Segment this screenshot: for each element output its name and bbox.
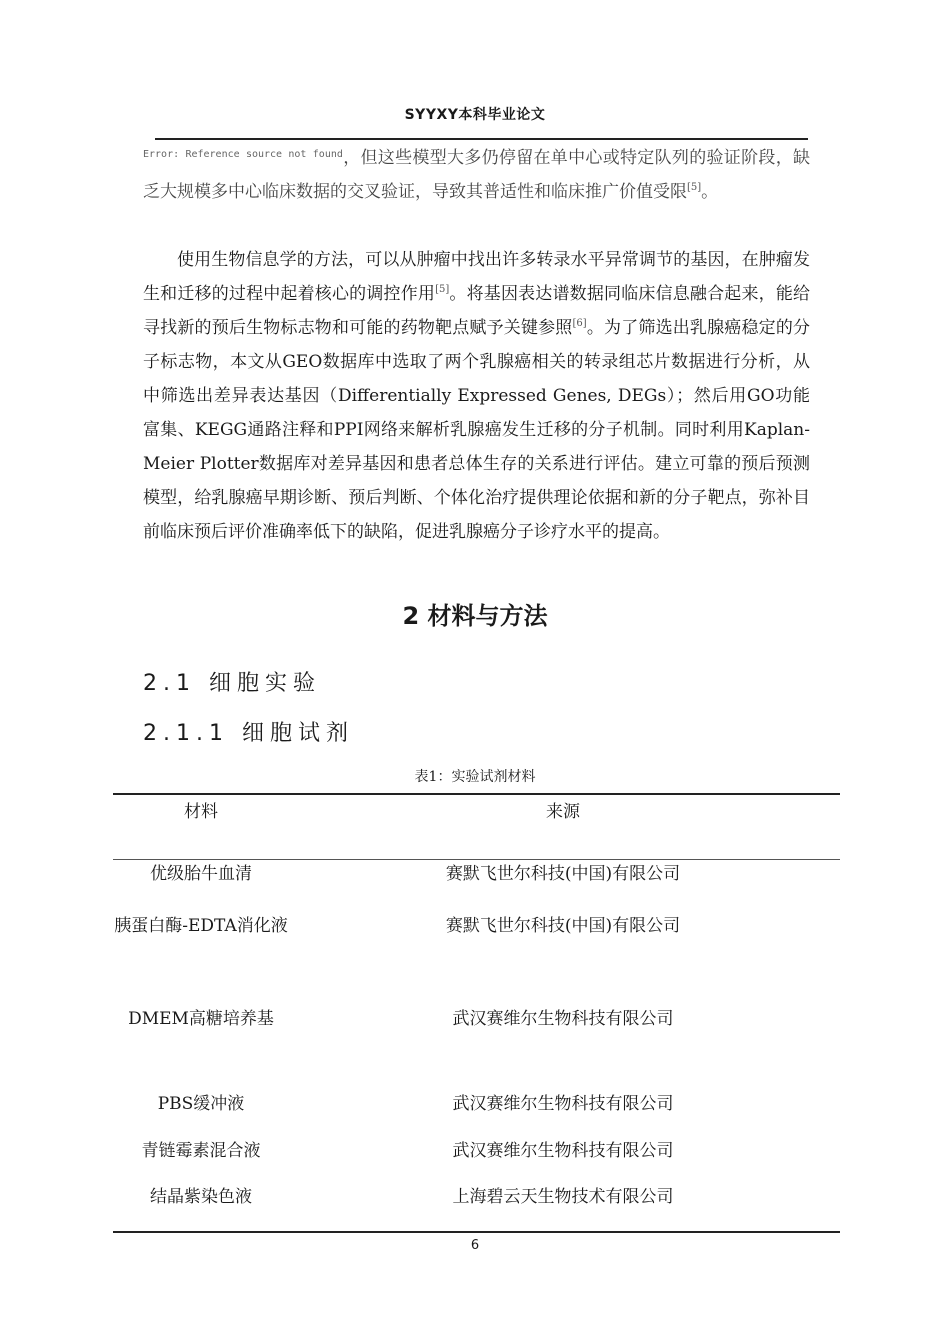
subsection-heading: 2.1.1 细胞试剂 (143, 721, 354, 746)
table-top-rule (113, 793, 840, 795)
table-cell-source: 武汉赛维尔生物科技有限公司 (452, 1094, 674, 1114)
section-heading: 2.1 细胞实验 (143, 671, 321, 696)
page-number: 6 (470, 1238, 480, 1253)
running-header: SYYXY本科毕业论文 (404, 107, 546, 123)
intro-paragraph-1-end: 。 (701, 182, 719, 202)
table-cell-source: 赛默飞世尔科技(中国)有限公司 (445, 864, 681, 884)
table-cell-material: 结晶紫染色液 (150, 1187, 252, 1207)
table-cell-source: 武汉赛维尔生物科技有限公司 (452, 1009, 674, 1029)
intro-paragraph-2-text-a: 使用生物信息学的方法，可以从肿瘤中找出许多转录水平异常调节的基因，在肿瘤发生和迁移的过程中起着核心的调控作用 (143, 250, 810, 304)
intro-paragraph-2-text-c: 。为了筛选出乳腺癌稳定的分子标志物，本文从GEO数据库中选取了两个乳腺癌相关的转录组芯片数据进行分析，从中筛选出差异表达基因（Differentially Expressed Genes, DEGs）；然后用GO功能富集、KEGG通路注释和PPI网络来解析乳腺癌发生迁移的分子机制。同时利用Kaplan-Meier Plotter数据库对差异基因和患者总体生存的关系进行评估。建立可靠的预后预测模型，给乳腺癌早期诊断、预后判断、个体化治疗提供理论依据和新的分子靶点，弥补目前临床预后评价准确率低下的缺陷，促进乳腺癌分子诊疗水平的提高。 (143, 318, 811, 542)
table-cell-material: 优级胎牛血清 (150, 864, 252, 884)
table-cell-source: 赛默飞世尔科技(中国)有限公司 (445, 916, 681, 936)
table-header-source: 来源 (546, 802, 580, 822)
header-rule (155, 138, 808, 140)
citation[interactable]: [5] (435, 284, 450, 295)
table-cell-material: 胰蛋白酶-EDTA消化液 (114, 916, 288, 936)
table-cell-material: DMEM高糖培养基 (128, 1009, 274, 1029)
citation[interactable]: [5] (687, 182, 702, 193)
chapter-title: 2 材料与方法 (402, 602, 548, 630)
table-cell-source: 武汉赛维尔生物科技有限公司 (452, 1141, 674, 1161)
intro-paragraph-2 (143, 243, 810, 549)
intro-paragraph-1 (143, 141, 810, 209)
table-bottom-rule (113, 1231, 840, 1233)
table-cell-material: 青链霉素混合液 (141, 1141, 261, 1161)
intro-paragraph-1-text: ，但这些模型大多仍停留在单中心或特定队列的验证阶段，缺乏大规模多中心临床数据的交叉验证，导致其普适性和临床推广价值受限 (143, 148, 811, 202)
table-header-material: 材料 (184, 802, 218, 822)
table-cell-source: 上海碧云天生物技术有限公司 (452, 1187, 674, 1207)
table-caption: 表1：实验试剂材料 (414, 769, 536, 785)
citation[interactable]: [6] (572, 318, 587, 329)
reference-error-text: Error: Reference source not found (143, 149, 343, 160)
table-cell-material: PBS缓冲液 (157, 1094, 245, 1114)
intro-paragraph-2-text-b: 。将基因表达谱数据同临床信息融合起来，能给寻找新的预后生物标志物和可能的药物靶点赋予关键参照 (143, 284, 811, 338)
